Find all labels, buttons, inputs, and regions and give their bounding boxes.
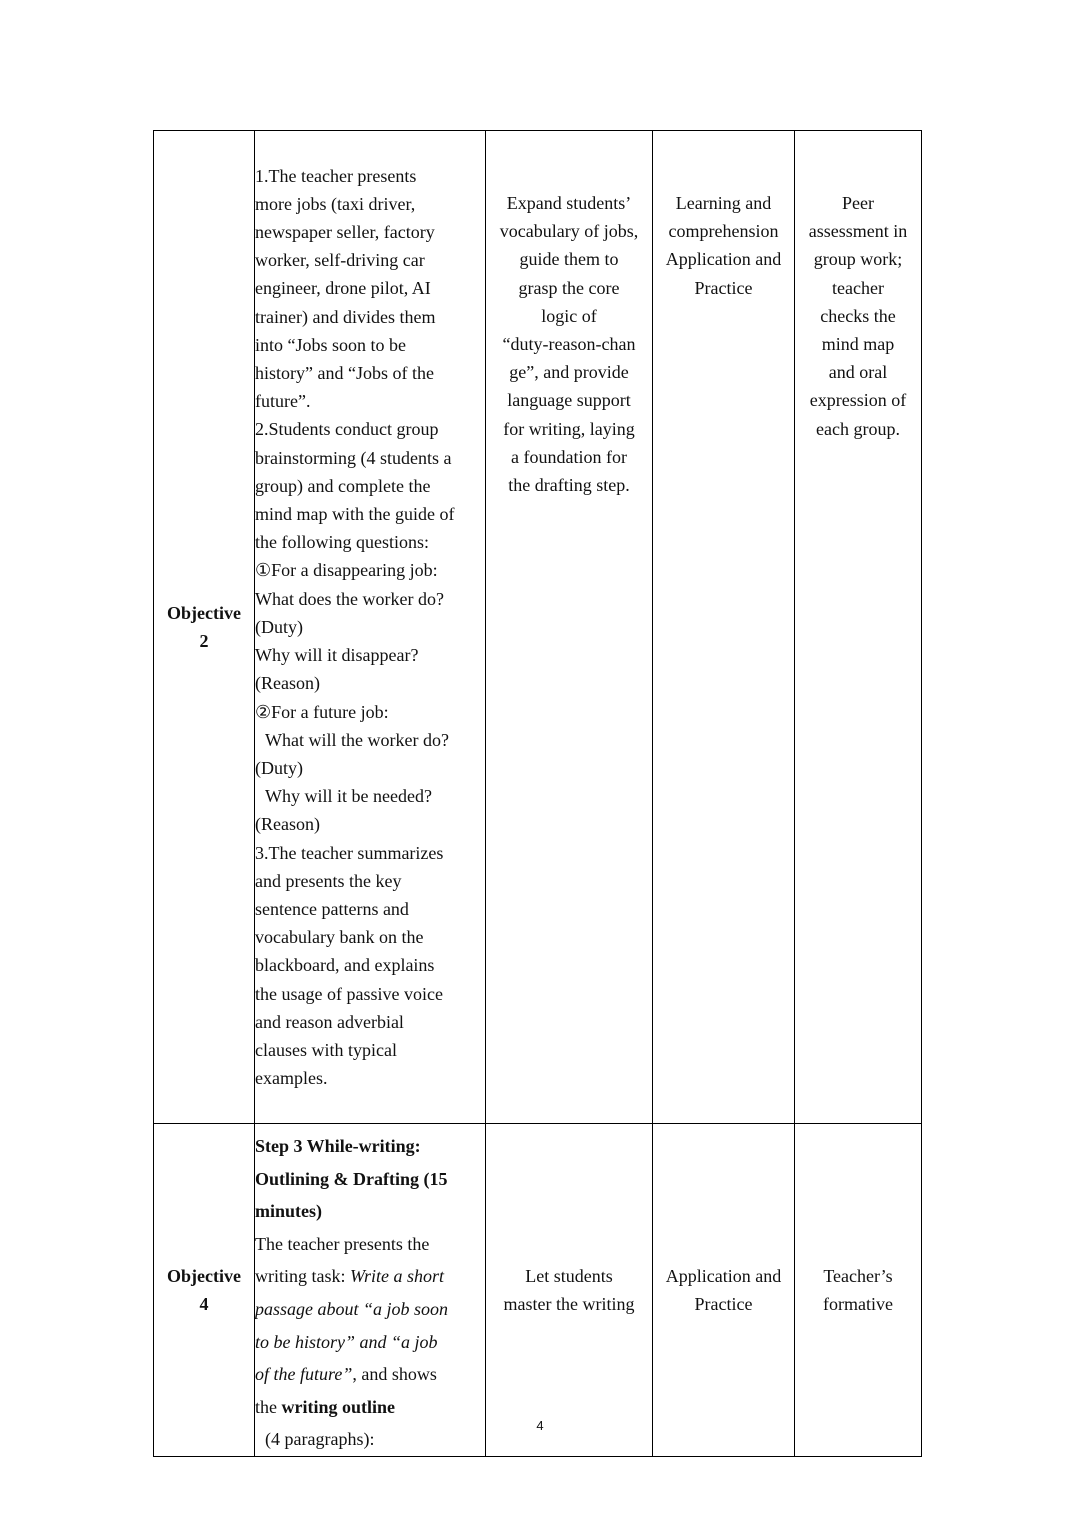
activity-cell bbox=[255, 131, 486, 1124]
purpose-cell bbox=[486, 131, 653, 1124]
objective-label: Objective bbox=[167, 1265, 241, 1286]
purpose-line: for writing, laying bbox=[503, 418, 635, 439]
level-cell bbox=[653, 131, 795, 1124]
assessment-line: assessment in bbox=[808, 221, 908, 242]
assessment-line: group work; bbox=[813, 249, 903, 270]
objective-cell bbox=[154, 131, 255, 1124]
task-line: The teacher presents the bbox=[255, 1233, 430, 1254]
task-italic: Write a short bbox=[350, 1266, 445, 1287]
purpose-cell bbox=[486, 1124, 653, 1457]
purpose-line: a foundation for bbox=[511, 446, 627, 467]
activity-line: What does the worker do? bbox=[255, 588, 444, 609]
task-text: writing task: bbox=[255, 1266, 350, 1287]
activity-line: the usage of passive voice bbox=[255, 983, 443, 1004]
objective-number: 4 bbox=[199, 1293, 209, 1314]
activity-line: 1.The teacher presents bbox=[255, 165, 417, 186]
assessment-line: Teacher’s bbox=[823, 1265, 893, 1286]
activity-line: (Duty) bbox=[255, 616, 303, 637]
assessment-line: and oral bbox=[828, 362, 888, 383]
task-text: , and shows bbox=[352, 1364, 437, 1385]
task-line bbox=[255, 1260, 485, 1293]
step-title-line: minutes) bbox=[255, 1201, 322, 1222]
activity-line: group) and complete the bbox=[255, 475, 431, 496]
activity-line: (Reason) bbox=[255, 673, 320, 694]
activity-line: worker, self-driving car bbox=[255, 250, 425, 271]
task-italic: passage about “a job soon bbox=[255, 1298, 449, 1319]
activity-line: (Reason) bbox=[255, 814, 320, 835]
activity-line: Why will it be needed? bbox=[265, 786, 432, 807]
activity-line: blackboard, and explains bbox=[255, 955, 435, 976]
activity-line: and reason adverbial bbox=[255, 1011, 404, 1032]
purpose-line: grasp the core bbox=[518, 277, 620, 298]
activity-line: vocabulary bank on the bbox=[255, 927, 424, 948]
task-line bbox=[255, 1293, 485, 1326]
purpose-line: language support bbox=[507, 390, 631, 411]
objective-number: 2 bbox=[199, 631, 209, 651]
purpose-line: guide them to bbox=[519, 249, 619, 270]
task-line bbox=[255, 1326, 485, 1359]
activity-line: examples. bbox=[255, 1068, 328, 1089]
purpose-line: Let students bbox=[525, 1265, 613, 1286]
level-line: Application and bbox=[665, 249, 782, 270]
activity-line: 2.Students conduct group bbox=[255, 419, 439, 440]
activity-cell bbox=[255, 1124, 486, 1457]
assessment-line: teacher bbox=[832, 277, 884, 298]
purpose-line: vocabulary of jobs, bbox=[499, 221, 639, 242]
assessment-line: each group. bbox=[816, 418, 900, 439]
purpose-line: logic of bbox=[541, 305, 597, 326]
assessment-line: Peer bbox=[842, 193, 874, 213]
assessment-line: mind map bbox=[821, 334, 895, 355]
activity-line: newspaper seller, factory bbox=[255, 222, 435, 243]
assessment-line: formative bbox=[823, 1293, 893, 1314]
table-row bbox=[154, 1124, 922, 1457]
activity-line: sentence patterns and bbox=[255, 898, 409, 919]
level-line: Practice bbox=[694, 277, 753, 298]
purpose-line: “duty-reason-chan bbox=[502, 334, 636, 355]
activity-line: engineer, drone pilot, AI bbox=[255, 278, 431, 299]
level-line: Practice bbox=[694, 1293, 753, 1314]
assessment-line: expression of bbox=[809, 390, 907, 411]
activity-line: ①For a disappearing job: bbox=[255, 560, 438, 581]
activity-line: into “Jobs soon to be bbox=[255, 334, 406, 355]
step-title-line: Outlining & Drafting (15 bbox=[255, 1168, 448, 1189]
task-italic: of the future” bbox=[255, 1364, 353, 1385]
activity-line: What will the worker do? bbox=[265, 729, 449, 750]
activity-line: Why will it disappear? bbox=[255, 645, 419, 666]
page-number: 4 bbox=[536, 1418, 544, 1433]
assessment-line: checks the bbox=[820, 305, 896, 326]
activity-line: brainstorming (4 students a bbox=[255, 447, 452, 468]
objective-label: Objective bbox=[167, 602, 241, 623]
activity-line: 3.The teacher summarizes bbox=[255, 842, 444, 863]
activity-line: more jobs (taxi driver, bbox=[255, 193, 416, 214]
assessment-cell bbox=[795, 1124, 922, 1457]
task-italic: to be history” and “a job bbox=[255, 1331, 438, 1352]
activity-line: (Duty) bbox=[255, 757, 303, 778]
task-line: (4 paragraphs): bbox=[265, 1429, 375, 1450]
task-text: the bbox=[255, 1396, 282, 1417]
lesson-plan-table bbox=[153, 130, 922, 1457]
activity-line: mind map with the guide of bbox=[255, 504, 455, 525]
table-row bbox=[154, 131, 922, 1124]
step-title-line: Step 3 While-writing: bbox=[255, 1136, 421, 1156]
activity-line: ②For a future job: bbox=[255, 701, 389, 722]
activity-line: and presents the key bbox=[255, 870, 402, 891]
purpose-line: Expand students’ bbox=[506, 193, 632, 213]
task-line bbox=[255, 1358, 485, 1391]
activity-line: future”. bbox=[255, 391, 311, 412]
writing-outline-label: writing outline bbox=[281, 1396, 396, 1417]
purpose-line: the drafting step. bbox=[508, 475, 630, 496]
step-title bbox=[255, 1130, 485, 1228]
activity-line: the following questions: bbox=[255, 532, 429, 553]
activity-line: clauses with typical bbox=[255, 1039, 397, 1060]
assessment-cell bbox=[795, 131, 922, 1124]
activity-line: history” and “Jobs of the bbox=[255, 363, 434, 384]
level-line: Learning and bbox=[675, 193, 772, 213]
level-line: comprehension bbox=[668, 221, 779, 242]
purpose-line: ge”, and provide bbox=[509, 362, 629, 383]
level-line: Application and bbox=[665, 1265, 782, 1286]
level-cell bbox=[653, 1124, 795, 1457]
purpose-line: master the writing bbox=[503, 1293, 635, 1314]
activity-line: trainer) and divides them bbox=[255, 306, 436, 327]
objective-cell bbox=[154, 1124, 255, 1457]
